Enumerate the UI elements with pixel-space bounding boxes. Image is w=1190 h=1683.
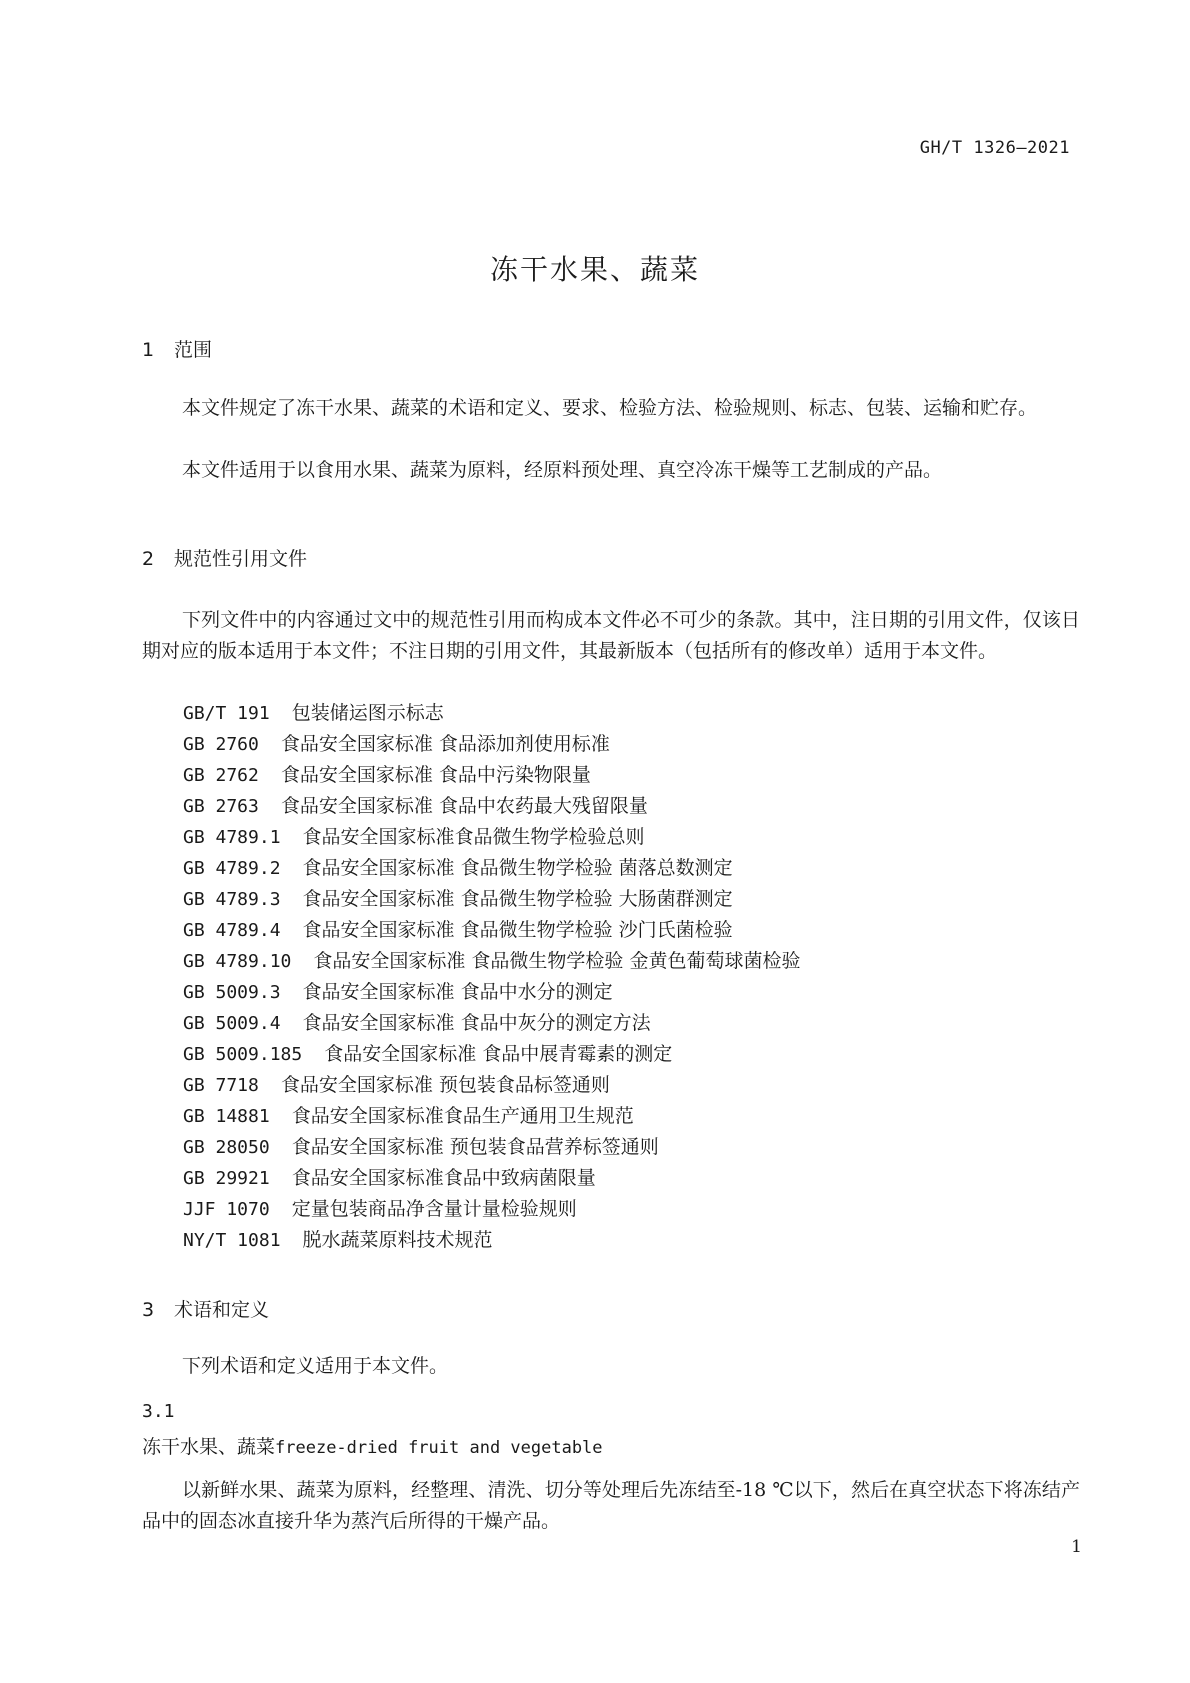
section-number: 2 <box>142 548 155 570</box>
section-title: 范围 <box>174 339 213 361</box>
reference-code: GB 4789.2 <box>183 858 281 879</box>
reference-title: 食品安全国家标准 预包装食品标签通则 <box>280 1074 610 1096</box>
normative-references-list <box>183 698 800 1256</box>
term-name-english: freeze-dried fruit and vegetable <box>275 1438 603 1458</box>
section-2-heading <box>142 544 307 571</box>
reference-item <box>183 853 800 884</box>
term-name-chinese: 冻干水果、蔬菜 <box>142 1436 276 1458</box>
section-number: 3 <box>142 1299 155 1321</box>
reference-item <box>183 1132 800 1163</box>
reference-code: GB 4789.4 <box>183 920 281 941</box>
section-title: 规范性引用文件 <box>174 548 308 570</box>
reference-code: GB/T 191 <box>183 703 270 724</box>
reference-code: GB 4789.3 <box>183 889 281 910</box>
reference-title: 食品安全国家标准食品微生物学检验总则 <box>302 826 645 848</box>
terms-intro-paragraph: 下列术语和定义适用于本文件。 <box>182 1355 449 1377</box>
reference-item <box>183 946 800 977</box>
document-title: 冻干水果、蔬菜 <box>489 253 700 286</box>
section-1-heading <box>142 335 212 362</box>
reference-item <box>183 1039 800 1070</box>
reference-code: NY/T 1081 <box>183 1230 281 1251</box>
scope-paragraph-1: 本文件规定了冻干水果、蔬菜的术语和定义、要求、检验方法、检验规则、标志、包装、运输和贮存。 <box>182 397 1038 419</box>
reference-title: 食品安全国家标准 食品添加剂使用标准 <box>280 733 610 755</box>
reference-item <box>183 1163 800 1194</box>
reference-title: 食品安全国家标准 食品中农药最大残留限量 <box>280 795 648 817</box>
reference-title: 定量包装商品净含量计量检验规则 <box>291 1198 577 1220</box>
reference-code: GB 5009.185 <box>183 1044 303 1065</box>
scope-paragraph-2: 本文件适用于以食用水果、蔬菜为原料，经原料预处理、真空冷冻干燥等工艺制成的产品。 <box>182 459 943 481</box>
reference-code: GB 2760 <box>183 734 259 755</box>
reference-item <box>183 1101 800 1132</box>
reference-code: GB 5009.4 <box>183 1013 281 1034</box>
reference-title: 食品安全国家标准食品中致病菌限量 <box>291 1167 596 1189</box>
reference-code: GB 14881 <box>183 1106 270 1127</box>
section-3-heading <box>142 1295 269 1322</box>
reference-title: 食品安全国家标准食品生产通用卫生规范 <box>291 1105 634 1127</box>
reference-title: 食品安全国家标准 食品中污染物限量 <box>280 764 591 786</box>
reference-item <box>183 729 800 760</box>
standard-code: GH/T 1326—2021 <box>919 138 1070 158</box>
reference-title: 食品安全国家标准 预包装食品营养标签通则 <box>291 1136 659 1158</box>
reference-code: JJF 1070 <box>183 1199 270 1220</box>
reference-item <box>183 822 800 853</box>
reference-code: GB 2762 <box>183 765 259 786</box>
term-name <box>142 1432 603 1459</box>
references-intro-paragraph: 下列文件中的内容通过文中的规范性引用而构成本文件必不可少的条款。其中，注日期的引用文件，仅该日期对应的版本适用于本文件；不注日期的引用文件，其最新版本（包括所有的修改单）适用于本文件。 <box>142 609 1080 662</box>
reference-code: GB 4789.1 <box>183 827 281 848</box>
section-title: 术语和定义 <box>174 1299 270 1321</box>
reference-code: GB 7718 <box>183 1075 259 1096</box>
reference-code: GB 28050 <box>183 1137 270 1158</box>
reference-item <box>183 760 800 791</box>
section-number: 1 <box>142 339 155 361</box>
reference-title: 包装储运图示标志 <box>291 702 444 724</box>
reference-item <box>183 698 800 729</box>
reference-title: 食品安全国家标准 食品微生物学检验 大肠菌群测定 <box>302 888 733 910</box>
reference-title: 食品安全国家标准 食品中灰分的测定方法 <box>302 1012 651 1034</box>
reference-title: 食品安全国家标准 食品中展青霉素的测定 <box>324 1043 673 1065</box>
reference-title: 食品安全国家标准 食品微生物学检验 菌落总数测定 <box>302 857 733 879</box>
term-definition: 以新鲜水果、蔬菜为原料，经整理、清洗、切分等处理后先冻结至-18 ℃以下，然后在真空状态下将冻结产品中的固态冰直接升华为蒸汽后所得的干燥产品。 <box>142 1479 1080 1532</box>
reference-item <box>183 791 800 822</box>
reference-item <box>183 977 800 1008</box>
reference-item <box>183 915 800 946</box>
reference-item <box>183 1070 800 1101</box>
reference-item <box>183 1194 800 1225</box>
term-number: 3.1 <box>142 1401 175 1422</box>
reference-title: 脱水蔬菜原料技术规范 <box>302 1229 493 1251</box>
reference-title: 食品安全国家标准 食品微生物学检验 沙门氏菌检验 <box>302 919 733 941</box>
reference-code: GB 29921 <box>183 1168 270 1189</box>
reference-code: GB 4789.10 <box>183 951 292 972</box>
reference-item <box>183 884 800 915</box>
page-number: 1 <box>1071 1537 1082 1557</box>
reference-item <box>183 1008 800 1039</box>
reference-item <box>183 1225 800 1256</box>
reference-title: 食品安全国家标准 食品中水分的测定 <box>302 981 613 1003</box>
reference-code: GB 5009.3 <box>183 982 281 1003</box>
reference-title: 食品安全国家标准 食品微生物学检验 金黄色葡萄球菌检验 <box>313 950 801 972</box>
reference-code: GB 2763 <box>183 796 259 817</box>
